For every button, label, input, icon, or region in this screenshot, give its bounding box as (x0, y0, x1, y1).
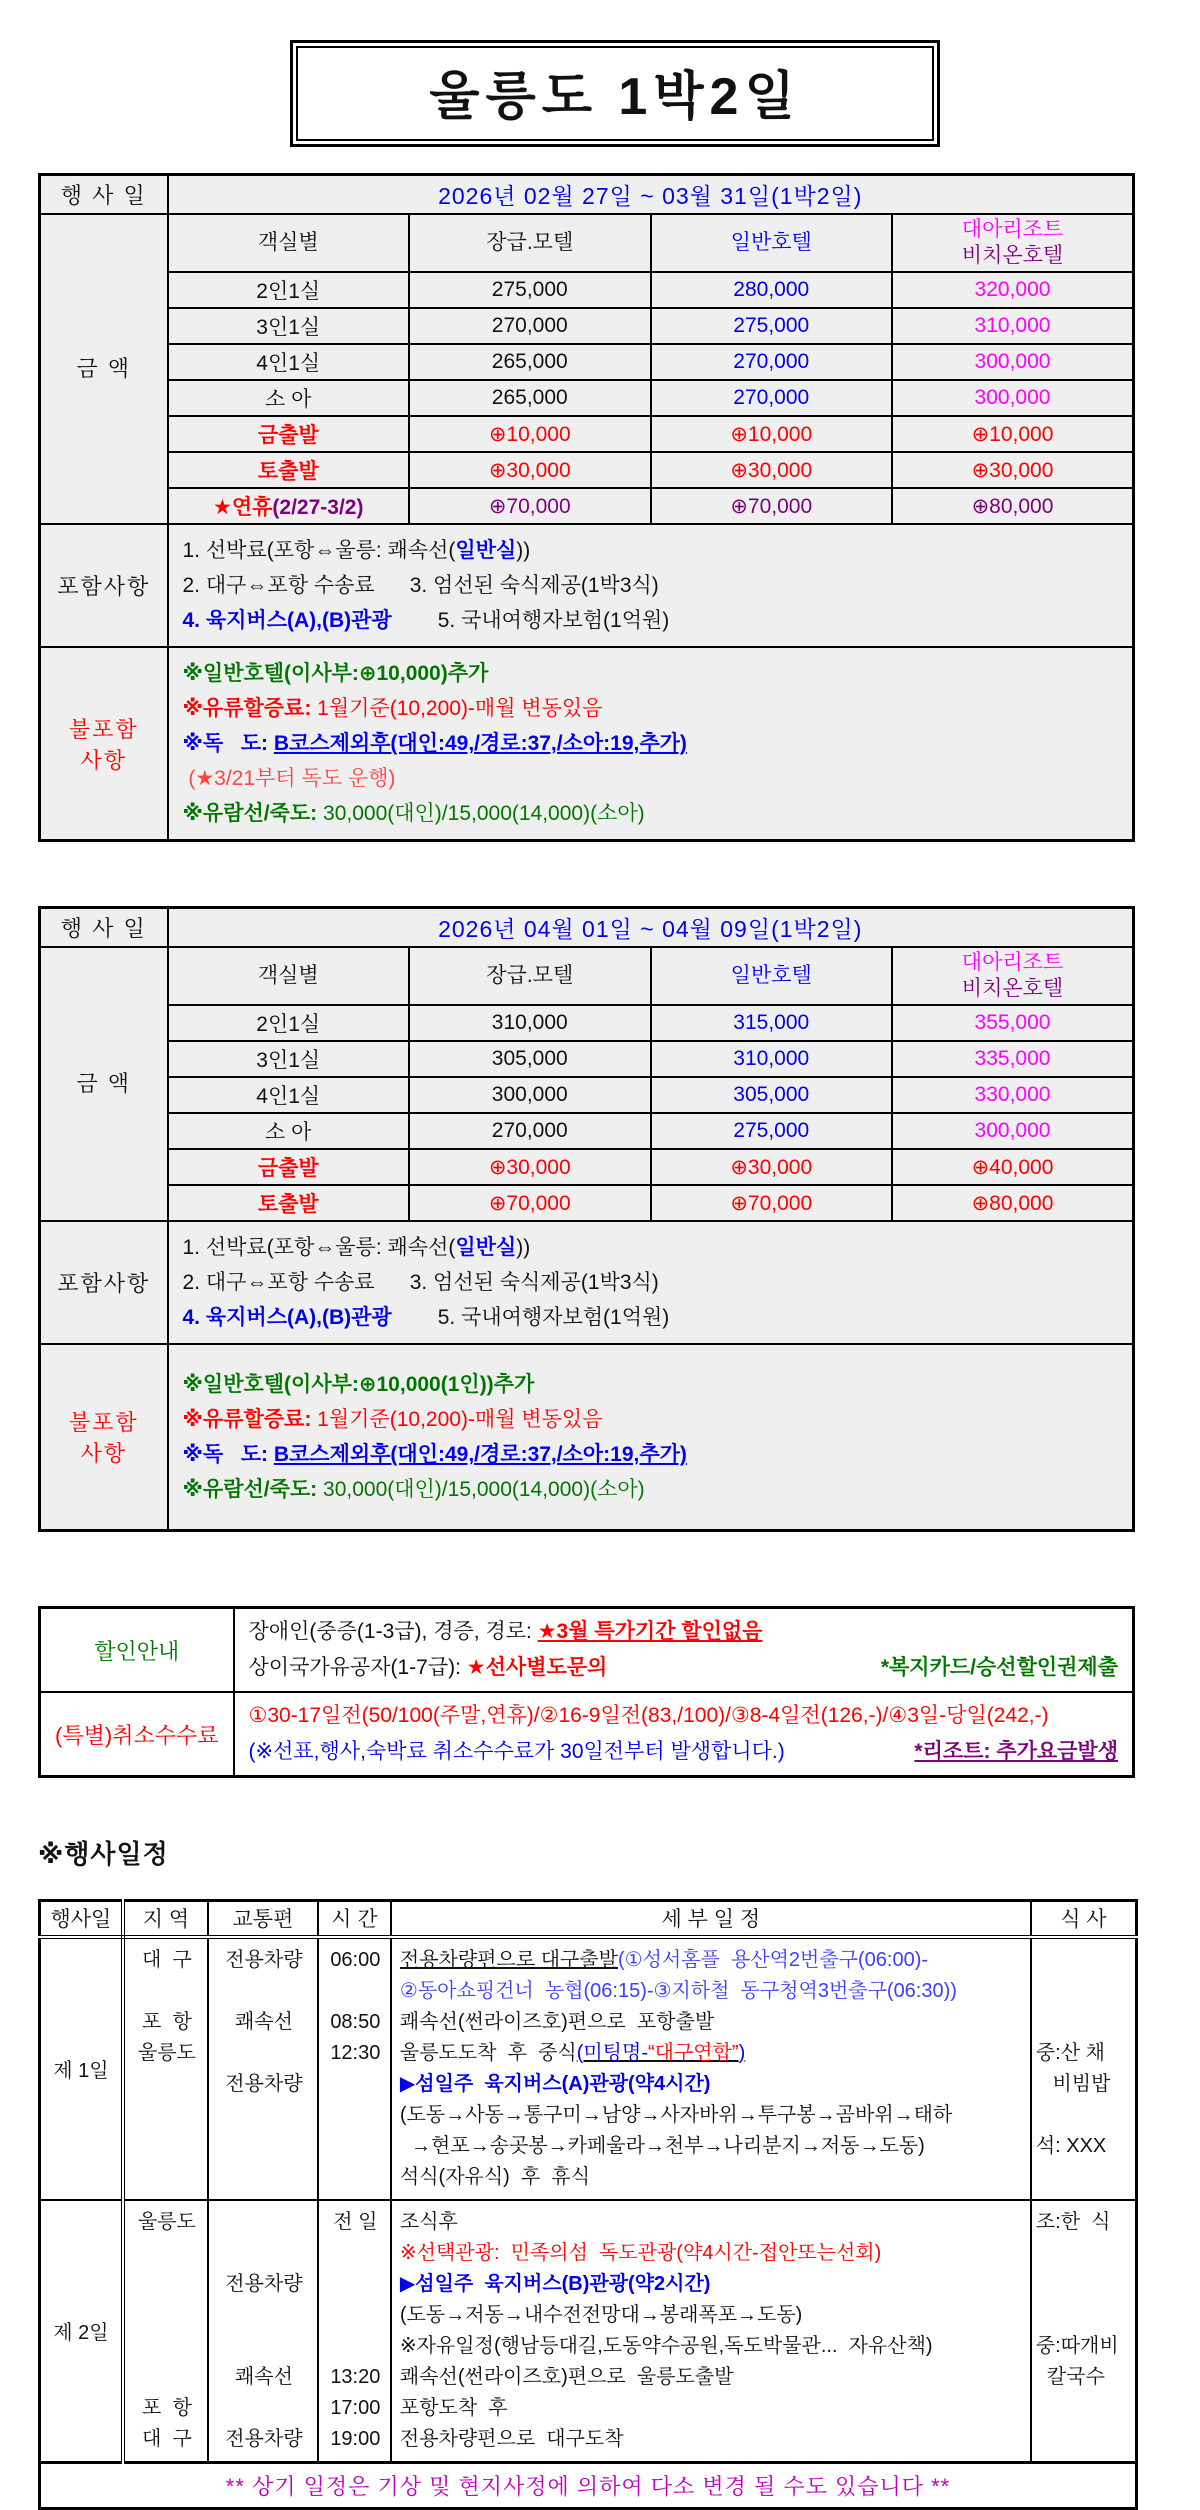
column-time: 시 간 (318, 1901, 391, 1937)
detail-line: →현포→송곳봉→카페울라→천부→나리분지→저동→도동) (399, 2134, 925, 2157)
cancel-fee-row (40, 1692, 1134, 1777)
excluded-label (40, 1344, 168, 1531)
region-line: 대 구 (142, 2427, 192, 2450)
motel-price: 270,000 (409, 1113, 651, 1149)
surcharge-hotel: ⊕30,000 (651, 452, 893, 488)
surcharge-hotel: ⊕30,000 (651, 1149, 893, 1185)
discount-highlight: ★선사별도문의 (466, 1656, 608, 1679)
price-row (40, 1113, 1134, 1149)
hotel-price: 310,000 (651, 1041, 893, 1077)
spacer (607, 1650, 881, 1686)
itinerary-table (38, 1899, 1138, 2510)
cancel-fee-line (249, 1734, 1119, 1770)
detail-line: ▶섬일주 육지버스(B)관광(약2시간) (399, 2272, 711, 2295)
detail-line: ※선택관광: 민족의섬 독도관광(약4시간-접안또는선회) (399, 2241, 882, 2264)
detail-text: 전용차량편으로 대구출발 (399, 1948, 618, 1971)
hotel-price: 315,000 (651, 1005, 893, 1041)
excluded-line (183, 1472, 1119, 1507)
excluded-term: ※유람선/죽도: (182, 802, 324, 825)
discount-line (249, 1650, 1119, 1686)
meal-line: 석: XXX (1035, 2134, 1107, 2157)
event-date-row (40, 175, 1134, 215)
included-line (183, 533, 1119, 568)
column-region: 지 역 (123, 1901, 208, 1937)
surcharge-label: 금출발 (168, 416, 410, 452)
column-room-type: 객실별 (168, 214, 410, 272)
meal-line (1036, 1945, 1133, 1976)
price-header-row (40, 947, 1134, 1005)
excluded-line (183, 796, 1119, 831)
included-text: 1. 선박료(포항⇔울릉: 쾌속선( (182, 1236, 456, 1259)
meal-line: 중:산 채 (1035, 2041, 1105, 2064)
day2-times (318, 2200, 391, 2463)
time-line: 08:50 (330, 2010, 381, 2033)
resort-name-line1: 대아리조트 (961, 951, 1064, 974)
excluded-term: ※독 도: (182, 1443, 274, 1466)
column-room-type: 객실별 (168, 947, 410, 1005)
excluded-content (168, 647, 1134, 841)
region-line (129, 2331, 205, 2362)
resort-name-line1: 대아리조트 (961, 218, 1064, 241)
transport-line (213, 1976, 315, 2007)
time-line: 06:00 (330, 1948, 381, 1971)
included-highlight: 일반실 (455, 1236, 517, 1259)
excluded-label-line2: 사항 (80, 747, 127, 773)
meal-line: 비빔밥 (1035, 2072, 1111, 2095)
time-line (323, 2300, 388, 2331)
hotel-price: 275,000 (651, 1113, 893, 1149)
meeting-label: (미팅명- (576, 2041, 648, 2064)
excluded-text: 1월기준(10,200)-매월 변동있음 (311, 1408, 603, 1431)
price-row (40, 308, 1134, 344)
meal-line: 조:한 식 (1035, 2210, 1111, 2233)
day2-label: 제 2일 (40, 2200, 123, 2463)
spacer (785, 1734, 915, 1770)
region-line: 울릉도 (137, 2210, 196, 2233)
discount-content (234, 1608, 1134, 1693)
time-line (323, 2238, 388, 2269)
transport-line (213, 2100, 315, 2131)
excluded-term: ※독 도: (182, 732, 274, 755)
transport-line: 쾌속선 (234, 2365, 293, 2388)
day2-meals (1031, 2200, 1137, 2463)
cancel-fee-text: (※선표,행사,숙박료 취소수수료가 30일전부터 발생합니다.) (248, 1740, 785, 1763)
time-line: 12:30 (330, 2041, 381, 2064)
page-title: 울릉도 1박2일 (429, 68, 801, 126)
hotel-price: 270,000 (651, 344, 893, 380)
discount-note: *복지카드/승선할인권제출 (880, 1656, 1118, 1679)
detail-line: 석식(자유식) 후 휴식 (399, 2165, 591, 2188)
detail-line (396, 2038, 1028, 2069)
excluded-content (168, 1344, 1134, 1531)
amount-label: 금 액 (40, 947, 168, 1221)
meal-line (1036, 2393, 1133, 2424)
included-text: 5. 국내여행자보험(1억원) (437, 1306, 670, 1329)
discount-text: 장애인(중증(1-3급), 경증, 경로: (248, 1620, 538, 1643)
detail-line (396, 1945, 1028, 1976)
day2-regions (123, 2200, 208, 2463)
excluded-term: ※유람선/죽도: (182, 1478, 324, 1501)
resort-name-line2: 비치온호텔 (961, 977, 1064, 1000)
motel-price: 265,000 (409, 344, 651, 380)
included-highlight: 4. 육지버스(A),(B)관광 (182, 609, 392, 632)
itinerary-footer-row (40, 2462, 1137, 2508)
excluded-label-line1: 불포함 (68, 716, 139, 742)
surcharge-hotel: ⊕70,000 (651, 488, 893, 524)
discount-label: 할인안내 (40, 1608, 234, 1693)
room-type: 2인1실 (168, 1005, 410, 1041)
title-inner-frame (296, 46, 934, 141)
column-resort (892, 214, 1134, 272)
included-line (183, 1230, 1119, 1265)
excluded-term: ※유류할증료: (182, 1408, 312, 1431)
day2-row (40, 2200, 1137, 2463)
surcharge-motel: ⊕30,000 (409, 452, 651, 488)
event-date-value: 2026년 04월 01일 ~ 04월 09일(1박2일) (168, 908, 1134, 948)
meal-line (1036, 2238, 1133, 2269)
time-line: 전 일 (333, 2210, 378, 2233)
included-line (183, 603, 1119, 638)
detail-line: 쾌속선(썬라이즈호)편으로 울릉도출발 (399, 2365, 734, 2388)
excluded-line: (★3/21부터 독도 운행) (182, 767, 396, 790)
region-line (129, 1976, 205, 2007)
excluded-text: B코스제외후(대인:49,/경로:37,/소아:19,추가) (273, 732, 687, 755)
transport-line: 쾌속선 (234, 2010, 293, 2033)
region-line (129, 2100, 205, 2131)
resort-name-line2: 비치온호텔 (961, 244, 1064, 267)
transport-line: 전용차량 (225, 2427, 303, 2450)
cancel-fee-line: ①30-17일전(50/100(주말,연휴)/②16-9일전(83,/100)/③8-4일전(126,-)/④3일-당일(242,-) (248, 1704, 1049, 1727)
day1-times (318, 1937, 391, 2200)
region-line (129, 2162, 205, 2193)
price-row (40, 1077, 1134, 1113)
transport-line: 전용차량 (225, 2272, 303, 2295)
day2-transports (208, 2200, 318, 2463)
room-type: 소 아 (168, 380, 410, 416)
transport-line (213, 2207, 315, 2238)
column-motel: 장급.모텔 (409, 214, 651, 272)
surcharge-resort: ⊕80,000 (892, 488, 1134, 524)
excluded-line (183, 726, 1119, 761)
included-content (168, 1221, 1134, 1344)
excluded-label (40, 647, 168, 841)
transport-line (213, 2131, 315, 2162)
detail-line: ▶섬일주 육지버스(A)관광(약4시간) (399, 2072, 711, 2095)
motel-price: 270,000 (409, 308, 651, 344)
meal-line (1036, 1976, 1133, 2007)
resort-price: 335,000 (892, 1041, 1134, 1077)
discount-row (40, 1608, 1134, 1693)
event-date-row (40, 908, 1134, 948)
resort-price: 300,000 (892, 380, 1134, 416)
excluded-label-line2: 사항 (80, 1441, 127, 1466)
price-header-row (40, 214, 1134, 272)
transport-line (213, 2238, 315, 2269)
surcharge-hotel: ⊕10,000 (651, 416, 893, 452)
day2-details (391, 2200, 1031, 2463)
surcharge-motel: ⊕70,000 (409, 1185, 651, 1221)
region-line: 울릉도 (137, 2041, 196, 2064)
motel-price: 305,000 (409, 1041, 651, 1077)
detail-line: 전용차량편으로 대구도착 (399, 2427, 624, 2450)
friday-surcharge-row (40, 1149, 1134, 1185)
saturday-surcharge-row (40, 452, 1134, 488)
region-line (129, 2300, 205, 2331)
excluded-line: ※일반호텔(이사부:⊕10,000)추가 (182, 662, 489, 685)
price-table-april (38, 906, 1135, 1532)
detail-line: ②동아쇼핑건너 농협(06:15)-③지하철 동구청역3번출구(06:30)) (399, 1979, 957, 2002)
included-text: )) (516, 539, 531, 562)
excluded-row (40, 647, 1134, 841)
excluded-text: 30,000(대인)/15,000(14,000)(소아) (323, 1478, 645, 1501)
included-row (40, 1221, 1134, 1344)
holiday-label (168, 488, 410, 524)
included-text: 1. 선박료(포항⇔울릉: 쾌속선( (182, 539, 456, 562)
transport-line (213, 2162, 315, 2193)
meal-line (1036, 2007, 1133, 2038)
surcharge-label: 토출발 (168, 1185, 410, 1221)
hotel-price: 305,000 (651, 1077, 893, 1113)
room-type: 4인1실 (168, 1077, 410, 1113)
friday-surcharge-row (40, 416, 1134, 452)
column-resort (892, 947, 1134, 1005)
holiday-surcharge-row (40, 488, 1134, 524)
surcharge-hotel: ⊕70,000 (651, 1185, 893, 1221)
time-line (323, 2269, 388, 2300)
detail-text: 울릉도도착 후 중식 (399, 2041, 577, 2064)
surcharge-label: 금출발 (168, 1149, 410, 1185)
resort-price: 330,000 (892, 1077, 1134, 1113)
detail-line: 쾌속선(썬라이즈호)편으로 포항출발 (399, 2010, 715, 2033)
excluded-text: 1월기준(10,200)-매월 변동있음 (311, 697, 603, 720)
region-line (129, 2069, 205, 2100)
meal-line (1036, 2300, 1133, 2331)
transport-line (213, 2331, 315, 2362)
change-notice: ** 상기 일정은 기상 및 현지사정에 의하여 다소 변경 될 수도 있습니다 ** (40, 2462, 1137, 2508)
included-text: )) (516, 1236, 531, 1259)
amount-label: 금 액 (40, 214, 168, 524)
region-line (129, 2362, 205, 2393)
meal-line (1036, 2162, 1133, 2193)
transport-line (213, 2300, 315, 2331)
included-highlight: 4. 육지버스(A),(B)관광 (182, 1306, 392, 1329)
included-line (183, 1300, 1119, 1335)
room-type: 3인1실 (168, 1041, 410, 1077)
surcharge-resort: ⊕40,000 (892, 1149, 1134, 1185)
discount-highlight: ★3월 특가기간 할인없음 (537, 1620, 763, 1643)
day1-row (40, 1937, 1137, 2200)
resort-price: 310,000 (892, 308, 1134, 344)
motel-price: 300,000 (409, 1077, 651, 1113)
region-line: 대 구 (142, 1948, 192, 1971)
meeting-close: ) (738, 2041, 746, 2064)
itinerary-header-row (40, 1901, 1137, 1937)
schedule-heading: ※행사일정 (38, 1839, 169, 1869)
included-content (168, 524, 1134, 647)
detail-line: ※자유일정(행남등대길,도동약수공원,독도박물관... 자유산책) (399, 2334, 933, 2357)
resort-price: 300,000 (892, 344, 1134, 380)
surcharge-resort: ⊕10,000 (892, 416, 1134, 452)
motel-price: 265,000 (409, 380, 651, 416)
discount-line (249, 1614, 1119, 1650)
transport-line (213, 2393, 315, 2424)
room-type: 4인1실 (168, 344, 410, 380)
included-line: 2. 대구⇔포항 수송료 3. 엄선된 숙식제공(1박3식) (182, 1271, 659, 1294)
column-hotel: 일반호텔 (651, 214, 893, 272)
time-line (323, 2331, 388, 2362)
event-date-label: 행 사 일 (40, 175, 168, 215)
column-detail: 세 부 일 정 (391, 1901, 1031, 1937)
price-row (40, 1041, 1134, 1077)
resort-price: 300,000 (892, 1113, 1134, 1149)
region-line: 포 항 (142, 2010, 192, 2033)
region-line (129, 2238, 205, 2269)
included-text: 5. 국내여행자보험(1억원) (437, 609, 670, 632)
detail-line: (도동→저동→내수전전망대→봉래폭포→도동) (399, 2303, 803, 2326)
day1-regions (123, 1937, 208, 2200)
included-line: 2. 대구⇔포항 수송료 3. 엄선된 숙식제공(1박3식) (182, 574, 659, 597)
excluded-label-line1: 불포함 (68, 1410, 139, 1435)
surcharge-motel: ⊕30,000 (409, 1149, 651, 1185)
included-label: 포함사항 (40, 524, 168, 647)
transport-line (213, 2038, 315, 2069)
holiday-dates: (2/27-3/2) (272, 496, 364, 519)
detail-pickup: (①성서홈플 용산역2번출구(06:00)- (617, 1948, 929, 1971)
meal-line (1036, 2269, 1133, 2300)
surcharge-label: 토출발 (168, 452, 410, 488)
hotel-price: 270,000 (651, 380, 893, 416)
time-line: 13:20 (330, 2365, 381, 2388)
time-line (323, 2162, 388, 2193)
price-row (40, 344, 1134, 380)
surcharge-resort: ⊕80,000 (892, 1185, 1134, 1221)
meal-line (1036, 2424, 1133, 2455)
excluded-line (183, 1402, 1119, 1437)
excluded-line (183, 1437, 1119, 1472)
time-line: 17:00 (330, 2396, 381, 2419)
hotel-price: 275,000 (651, 308, 893, 344)
meeting-name: “대구연합” (647, 2041, 739, 2064)
time-line (323, 2069, 388, 2100)
excluded-term: ※유류할증료: (182, 697, 312, 720)
room-type: 소 아 (168, 1113, 410, 1149)
included-highlight: 일반실 (455, 539, 517, 562)
column-hotel: 일반호텔 (651, 947, 893, 1005)
meal-line: 칼국수 (1035, 2365, 1105, 2388)
excluded-row (40, 1344, 1134, 1531)
meal-line (1036, 2100, 1133, 2131)
saturday-surcharge-row (40, 1185, 1134, 1221)
hotel-price: 280,000 (651, 272, 893, 308)
price-row (40, 1005, 1134, 1041)
day1-label: 제 1일 (40, 1937, 123, 2200)
price-row (40, 272, 1134, 308)
surcharge-motel: ⊕10,000 (409, 416, 651, 452)
cancel-fee-label: (특별)취소수수료 (40, 1692, 234, 1777)
title-box (290, 40, 940, 147)
column-meal: 식 사 (1031, 1901, 1137, 1937)
excluded-text: B코스제외후(대인:49,/경로:37,/소아:19,추가) (273, 1443, 687, 1466)
motel-price: 310,000 (409, 1005, 651, 1041)
cancel-fee-note: *리조트: 추가요금발생 (914, 1740, 1118, 1763)
day1-transports (208, 1937, 318, 2200)
time-line: 19:00 (330, 2427, 381, 2450)
day1-details (391, 1937, 1031, 2200)
surcharge-motel: ⊕70,000 (409, 488, 651, 524)
detail-line: (도동→사동→통구미→남양→사자바위→투구봉→곰바위→태하 (399, 2103, 953, 2126)
included-label: 포함사항 (40, 1221, 168, 1344)
resort-price: 355,000 (892, 1005, 1134, 1041)
event-date-value: 2026년 02월 27일 ~ 03월 31일(1박2일) (168, 175, 1134, 215)
cancel-fee-content (234, 1692, 1134, 1777)
day1-meals (1031, 1937, 1137, 2200)
excluded-line (183, 691, 1119, 726)
discount-text: 상이국가유공자(1-7급): (248, 1656, 467, 1679)
time-line (323, 1976, 388, 2007)
price-row (40, 380, 1134, 416)
meal-line: 중:따개비 (1035, 2334, 1119, 2357)
detail-line: 포항도착 후 (399, 2396, 508, 2419)
time-line (323, 2131, 388, 2162)
motel-price: 275,000 (409, 272, 651, 308)
excluded-text: 30,000(대인)/15,000(14,000)(소아) (323, 802, 645, 825)
time-line (323, 2100, 388, 2131)
region-line (129, 2269, 205, 2300)
transport-line: 전용차량 (225, 1948, 303, 1971)
event-date-label: 행 사 일 (40, 908, 168, 948)
detail-line: 조식후 (399, 2210, 458, 2233)
room-type: 3인1실 (168, 308, 410, 344)
resort-price: 320,000 (892, 272, 1134, 308)
column-transport: 교통편 (208, 1901, 318, 1937)
transport-line: 전용차량 (225, 2072, 303, 2095)
price-table-february (38, 173, 1135, 842)
discount-table (38, 1606, 1135, 1778)
holiday-star: ★연휴 (213, 496, 273, 519)
room-type: 2인1실 (168, 272, 410, 308)
excluded-line: ※일반호텔(이사부:⊕10,000(1인))추가 (182, 1373, 535, 1396)
included-row (40, 524, 1134, 647)
surcharge-resort: ⊕30,000 (892, 452, 1134, 488)
region-line: 포 항 (142, 2396, 192, 2419)
column-motel: 장급.모텔 (409, 947, 651, 1005)
region-line (129, 2131, 205, 2162)
column-day: 행사일 (40, 1901, 123, 1937)
